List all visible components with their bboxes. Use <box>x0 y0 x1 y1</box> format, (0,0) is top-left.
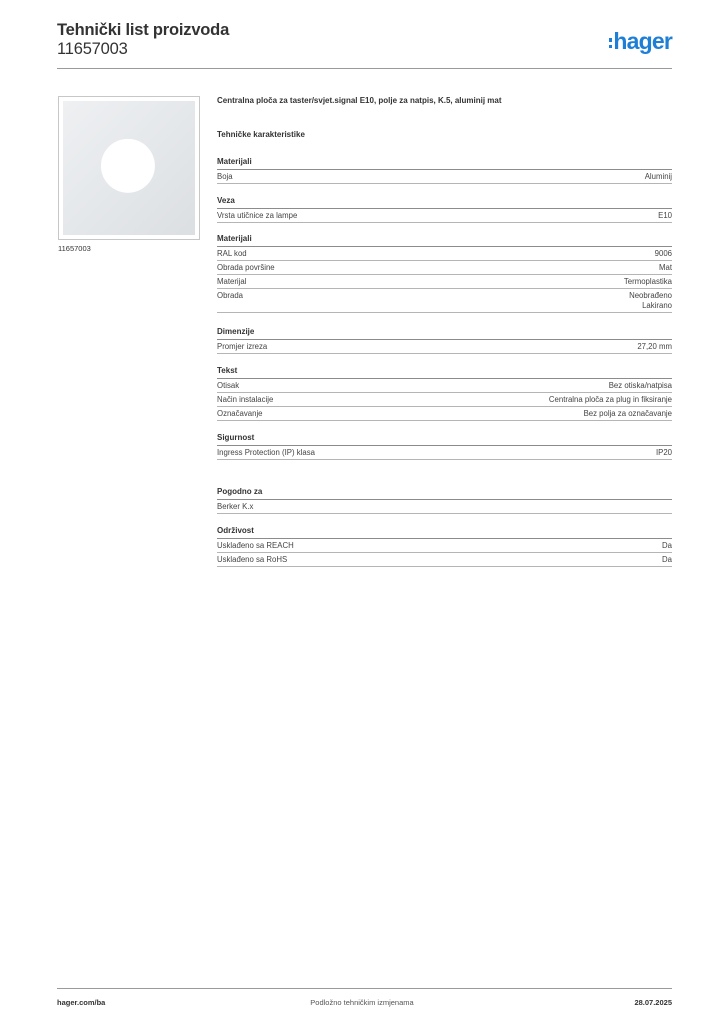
footer-website-link[interactable]: hager.com/ba <box>57 998 106 1007</box>
section-title: Veza <box>217 196 672 209</box>
spec-row <box>217 289 672 313</box>
footer-notice: Podložno tehničkim izmjenama <box>310 998 414 1007</box>
spec-row <box>217 553 672 567</box>
spec-label: Promjer izreza <box>217 342 268 351</box>
document-number: 11657003 <box>57 40 128 58</box>
section-title: Pogodno za <box>217 487 672 500</box>
spec-row <box>217 247 672 261</box>
hager-logo <box>609 29 672 53</box>
spec-label: Otisak <box>217 381 240 390</box>
spec-label: Berker K.x <box>217 502 254 511</box>
header-divider <box>57 68 672 69</box>
section-compatible-with <box>217 487 672 514</box>
spec-value: 9006 <box>654 249 672 258</box>
spec-value: Da <box>662 541 672 550</box>
section-connection <box>217 196 672 223</box>
spec-value: Centralna ploča za plug in fiksiranje <box>548 395 672 404</box>
spec-row <box>217 340 672 354</box>
plate-cutout <box>101 139 155 193</box>
spec-row <box>217 500 672 514</box>
spec-row <box>217 379 672 393</box>
spec-label: Obrada <box>217 291 244 300</box>
section-title: Materijali <box>217 157 672 170</box>
spec-label: Materijal <box>217 277 247 286</box>
spec-row <box>217 407 672 421</box>
image-caption: 11657003 <box>58 244 91 253</box>
spec-label: Usklađeno sa REACH <box>217 541 294 550</box>
spec-row <box>217 170 672 184</box>
section-safety <box>217 433 672 460</box>
spec-value: Da <box>662 555 672 564</box>
logo-colon-icon <box>609 38 613 48</box>
spec-label: Vrsta utičnice za lampe <box>217 211 298 220</box>
section-materials <box>217 157 672 184</box>
spec-value: 27,20 mm <box>637 342 672 351</box>
spec-label: Boja <box>217 172 233 181</box>
spec-value: Aluminij <box>644 172 672 181</box>
section-sustainability <box>217 526 672 567</box>
spec-value: Neobrađeno Lakirano <box>629 291 672 310</box>
spec-label: Ingress Protection (IP) klasa <box>217 448 315 457</box>
footer-date: 28.07.2025 <box>634 998 672 1007</box>
spec-row <box>217 539 672 553</box>
spec-label: Obrada površine <box>217 263 275 272</box>
product-image <box>58 96 200 240</box>
spec-label: Označavanje <box>217 409 263 418</box>
spec-row <box>217 209 672 223</box>
logo-wordmark: hager <box>613 28 672 54</box>
section-title: Tekst <box>217 366 672 379</box>
section-text <box>217 366 672 421</box>
section-dimensions <box>217 327 672 354</box>
spec-value: Termoplastika <box>623 277 672 286</box>
spec-value: IP20 <box>655 448 672 457</box>
cover-plate-graphic <box>63 101 195 235</box>
spec-row <box>217 261 672 275</box>
spec-row <box>217 275 672 289</box>
tech-characteristics-heading: Tehničke karakteristike <box>217 130 305 139</box>
product-summary <box>217 96 672 140</box>
section-title: Dimenzije <box>217 327 672 340</box>
section-title: Materijali <box>217 234 672 247</box>
spec-value: Bez otiska/natpisa <box>608 381 672 390</box>
section-title: Održivost <box>217 526 672 539</box>
section-materials-detail <box>217 234 672 313</box>
footer-divider <box>57 988 672 989</box>
page-title: Tehnički list proizvoda <box>57 21 230 39</box>
spec-value: Bez polja za označavanje <box>583 409 672 418</box>
spec-value: Mat <box>659 263 672 272</box>
spec-label: Način instalacije <box>217 395 274 404</box>
product-description: Centralna ploča za taster/svjet.signal E10, polje za natpis, K.5, aluminij mat <box>217 96 502 105</box>
spec-value: E10 <box>658 211 672 220</box>
spec-row <box>217 446 672 460</box>
spec-label: Usklađeno sa RoHS <box>217 555 288 564</box>
spec-label: RAL kod <box>217 249 247 258</box>
page-header <box>57 21 672 69</box>
spec-row <box>217 393 672 407</box>
section-title: Sigurnost <box>217 433 672 446</box>
